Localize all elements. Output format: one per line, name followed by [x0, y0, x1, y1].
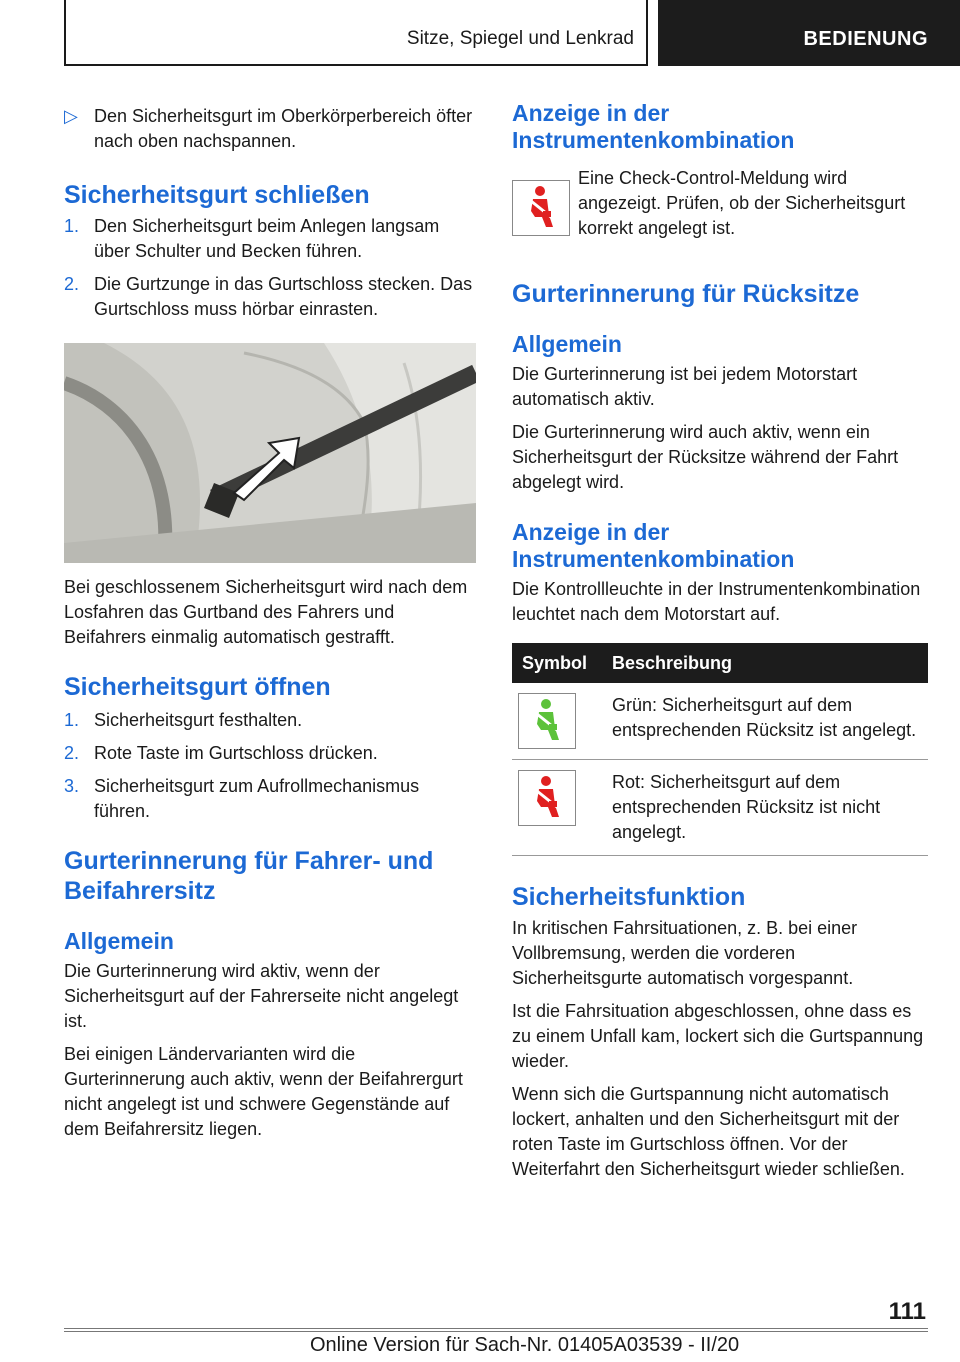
step-number: 2.	[64, 274, 80, 294]
seatbelt-photo-illustration	[64, 343, 476, 563]
intro-bullet-text: Den Sicherheitsgurt im Oberkörperbereich öfter nach oben nachspannen.	[94, 106, 473, 151]
list-item	[64, 741, 476, 766]
step-text: Die Gurtzunge in das Gurtschloss stecken. Das Gurtschloss muss hörbar einrasten.	[94, 274, 473, 319]
safety-p3: Wenn sich die Gurtspannung nicht automatisch lockert, anhalten und den Sicherheitsgurt mit der roten Taste im Gurtschloss öffnen. Vor der Weiterfahrt den Sicherheitsgurt wieder schließen.	[512, 1084, 905, 1179]
red-seatbelt-icon	[512, 180, 570, 236]
general-heading-front: Allgemein	[64, 928, 174, 954]
open-heading: Sicherheitsgurt öffnen	[64, 673, 331, 701]
left-column	[64, 100, 476, 1142]
online-version-text: Online Version für Sach-Nr. 01405A03539 - II/20	[310, 1334, 740, 1356]
col-symbol-header: Symbol	[512, 643, 602, 683]
green-seatbelt-icon	[518, 693, 576, 749]
table-row	[512, 683, 928, 760]
reminder-rear-heading: Gurterinnerung für Rücksitze	[512, 280, 860, 308]
photo-caption: Bei geschlossenem Sicherheitsgurt wird nach dem Losfahren das Gurtband des Fahrers und Beifahrers einmalig automatisch gestrafft.	[64, 577, 468, 647]
chapter-badge-label: BEDIENUNG	[803, 28, 928, 50]
safety-p2: Ist die Fahrsituation abgeschlossen, ohne dass es zu einem Unfall kam, lockert sich die Gurtspannung wieder.	[512, 1001, 924, 1071]
list-item	[64, 272, 476, 322]
open-steps	[64, 708, 476, 824]
footer-divider	[64, 1328, 928, 1329]
display-text-1: Eine Check-Control-Meldung wird angezeigt. Prüfen, ob der Sicherheitsgurt korrekt angelegt ist.	[578, 168, 906, 238]
section-title: Sitze, Spiegel und Lenkrad	[406, 28, 634, 49]
step-number: 3.	[64, 776, 80, 796]
table-header-row	[512, 643, 928, 683]
description-cell: Rot: Sicherheitsgurt auf dem entsprechenden Rücksitz ist nicht angelegt.	[602, 760, 928, 856]
list-item	[64, 708, 476, 733]
footer-divider	[64, 1331, 928, 1332]
step-text: Rote Taste im Gurtschloss drücken.	[94, 743, 378, 763]
description-cell: Grün: Sicherheitsgurt auf dem entsprechenden Rücksitz ist angelegt.	[602, 683, 928, 760]
fasten-heading: Sicherheitsgurt schließen	[64, 181, 370, 209]
display-heading-2: Anzeige in der Instrumentenkombination	[512, 519, 795, 572]
step-text: Sicherheitsgurt festhalten.	[94, 710, 303, 730]
general-rear-p1: Die Gurterinnerung ist bei jedem Motorstart automatisch aktiv.	[512, 364, 858, 409]
red-seatbelt-icon	[518, 770, 576, 826]
page-number: 111	[888, 1298, 926, 1325]
step-number: 2.	[64, 743, 80, 763]
symbol-cell	[512, 683, 602, 760]
display-heading-1: Anzeige in der Instrumentenkombination	[512, 100, 795, 153]
step-number: 1.	[64, 216, 80, 236]
general-heading-rear: Allgemein	[512, 331, 622, 357]
step-text: Den Sicherheitsgurt beim Anlegen langsam über Schulter und Becken führen.	[94, 216, 440, 261]
step-text: Sicherheitsgurt zum Aufrollmechanismus führen.	[94, 776, 420, 821]
right-column	[512, 100, 928, 1182]
safety-p1: In kritischen Fahrsituationen, z. B. bei einer Vollbremsung, werden die vorderen Sicherheitsgurte automatisch vorgespannt.	[512, 918, 858, 988]
general-front-p2: Bei einigen Ländervarianten wird die Gurterinnerung auch aktiv, wenn der Beifahrergurt nicht angelegt ist und schwere Gegenstände auf dem Beifahrersitz liegen.	[64, 1044, 463, 1139]
intro-bullet	[64, 104, 476, 154]
triangle-bullet-icon: ▷	[64, 106, 78, 126]
safety-heading: Sicherheitsfunktion	[512, 883, 746, 911]
general-front-p1: Die Gurterinnerung wird aktiv, wenn der Sicherheitsgurt auf der Fahrerseite nicht angelegt ist.	[64, 961, 459, 1031]
table-row	[512, 760, 928, 856]
chapter-badge	[658, 0, 960, 66]
symbol-cell	[512, 760, 602, 856]
col-description-header: Beschreibung	[602, 643, 928, 683]
fasten-steps	[64, 214, 476, 322]
list-item	[64, 214, 476, 264]
seatbelt-buckle-photo	[64, 343, 476, 563]
check-control-row	[512, 166, 928, 241]
general-rear-p2: Die Gurterinnerung wird auch aktiv, wenn ein Sicherheitsgurt der Rücksitze während der Fahrt abgelegt wird.	[512, 422, 899, 492]
reminder-front-heading: Gurterinnerung für Fahrer- und Beifahrersitz	[64, 847, 434, 905]
list-item	[64, 774, 476, 824]
header-box	[64, 0, 648, 66]
symbol-table	[512, 643, 928, 856]
step-number: 1.	[64, 710, 80, 730]
display-text-2: Die Kontrollleuchte in der Instrumentenkombination leuchtet nach dem Motorstart auf.	[512, 579, 921, 624]
